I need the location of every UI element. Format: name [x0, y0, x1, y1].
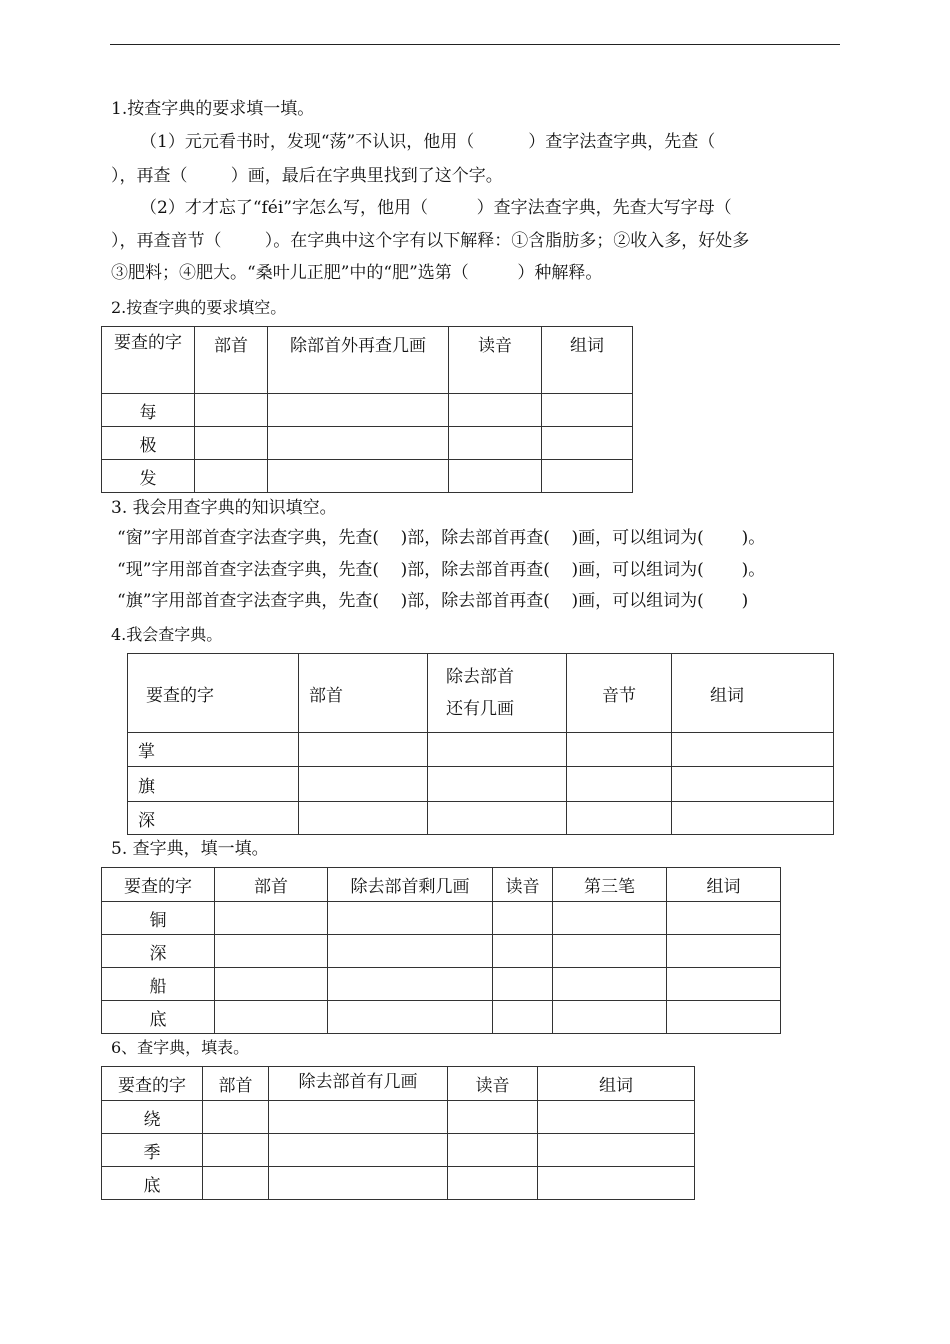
blank-cell[interactable]	[667, 935, 781, 968]
table-row	[102, 427, 633, 460]
blank-cell[interactable]	[493, 935, 553, 968]
blank-cell[interactable]	[428, 767, 567, 802]
table-row	[102, 1101, 695, 1134]
q1-title: 1.按查字典的要求填一填。	[111, 99, 315, 119]
q1-line-5: ③肥料；④肥大。“桑叶儿正肥”中的“肥”选第（ ）种解释。	[111, 263, 603, 283]
table-row	[128, 733, 834, 767]
table-row	[128, 767, 834, 802]
q5-char-cell: 底	[102, 1001, 215, 1034]
q2-header-char: 要查的字	[102, 327, 195, 394]
table-row	[102, 1001, 781, 1034]
table-row	[128, 802, 834, 835]
q5-char-cell: 铜	[102, 902, 215, 935]
table-row	[102, 935, 781, 968]
q2-table	[101, 326, 633, 493]
q5-header-words: 组词	[667, 868, 781, 902]
q2-char-cell: 每	[102, 394, 195, 427]
q6-char-cell: 绕	[102, 1101, 203, 1134]
table-row	[102, 1167, 695, 1200]
q5-char-cell: 深	[102, 935, 215, 968]
blank-cell[interactable]	[269, 1134, 448, 1167]
blank-cell[interactable]	[667, 968, 781, 1001]
q5-header-pronunciation: 读音	[493, 868, 553, 902]
header-rule	[110, 44, 840, 45]
q1-line-3: （2）才才忘了“féi”字怎么写，他用（ ）查字法查字典，先查大写字母（	[140, 198, 732, 218]
q3-line-2: “现”字用部首查字法查字典，先查( )部，除去部首再查( )画，可以组词为( )。	[117, 560, 766, 580]
blank-cell[interactable]	[448, 1134, 538, 1167]
q6-header-words: 组词	[538, 1067, 695, 1101]
blank-cell[interactable]	[203, 1134, 269, 1167]
q2-header-radical: 部首	[195, 327, 268, 394]
q3-line-3: “旗”字用部首查字法查字典，先查( )部，除去部首再查( )画，可以组词为( )	[117, 591, 749, 611]
blank-cell[interactable]	[195, 394, 268, 427]
q5-table	[101, 867, 781, 1034]
q1-line-1: （1）元元看书时，发现“荡”不认识，他用（ ）查字法查字典，先查（	[140, 132, 716, 152]
blank-cell[interactable]	[268, 427, 449, 460]
blank-cell[interactable]	[449, 427, 542, 460]
q4-char-cell: 掌	[128, 733, 299, 767]
blank-cell[interactable]	[448, 1101, 538, 1134]
q6-header-strokes: 除去部首有几画	[269, 1067, 448, 1101]
blank-cell[interactable]	[448, 1167, 538, 1200]
q2-char-cell: 极	[102, 427, 195, 460]
q6-char-cell: 季	[102, 1134, 203, 1167]
q2-char-cell: 发	[102, 460, 195, 493]
blank-cell[interactable]	[195, 460, 268, 493]
q4-header-words: 组词	[672, 654, 834, 733]
blank-cell[interactable]	[553, 1001, 667, 1034]
blank-cell[interactable]	[215, 968, 328, 1001]
blank-cell[interactable]	[538, 1134, 695, 1167]
q4-header-radical: 部首	[299, 654, 428, 733]
blank-cell[interactable]	[328, 1001, 493, 1034]
blank-cell[interactable]	[542, 394, 633, 427]
blank-cell[interactable]	[449, 460, 542, 493]
q4-char-cell: 深	[128, 802, 299, 835]
blank-cell[interactable]	[672, 802, 834, 835]
blank-cell[interactable]	[542, 427, 633, 460]
q6-header-pronunciation: 读音	[448, 1067, 538, 1101]
blank-cell[interactable]	[553, 968, 667, 1001]
blank-cell[interactable]	[215, 902, 328, 935]
q6-table	[101, 1066, 695, 1200]
blank-cell[interactable]	[328, 902, 493, 935]
blank-cell[interactable]	[268, 394, 449, 427]
blank-cell[interactable]	[553, 935, 667, 968]
blank-cell[interactable]	[299, 767, 428, 802]
q6-title: 6、查字典，填表。	[111, 1038, 250, 1057]
q4-header-strokes: 除去部首 还有几画	[428, 654, 567, 733]
q5-header-third-stroke: 第三笔	[553, 868, 667, 902]
blank-cell[interactable]	[449, 394, 542, 427]
q6-header-radical: 部首	[203, 1067, 269, 1101]
blank-cell[interactable]	[269, 1101, 448, 1134]
blank-cell[interactable]	[538, 1101, 695, 1134]
q6-header-char: 要查的字	[102, 1067, 203, 1101]
q5-header-radical: 部首	[215, 868, 328, 902]
q3-title: 3. 我会用查字典的知识填空。	[111, 498, 337, 518]
blank-cell[interactable]	[493, 968, 553, 1001]
q5-title: 5. 查字典，填一填。	[111, 839, 269, 859]
blank-cell[interactable]	[493, 902, 553, 935]
blank-cell[interactable]	[299, 802, 428, 835]
q4-title: 4.我会查字典。	[111, 625, 223, 644]
blank-cell[interactable]	[215, 935, 328, 968]
blank-cell[interactable]	[667, 902, 781, 935]
blank-cell[interactable]	[672, 733, 834, 767]
blank-cell[interactable]	[428, 733, 567, 767]
blank-cell[interactable]	[328, 935, 493, 968]
blank-cell[interactable]	[493, 1001, 553, 1034]
table-row	[102, 1134, 695, 1167]
q4-char-cell: 旗	[128, 767, 299, 802]
q1-line-2: ），再查（ ）画，最后在字典里找到了这个字。	[111, 166, 503, 186]
table-row	[102, 968, 781, 1001]
blank-cell[interactable]	[328, 968, 493, 1001]
q5-header-char: 要查的字	[102, 868, 215, 902]
blank-cell[interactable]	[299, 733, 428, 767]
blank-cell[interactable]	[667, 1001, 781, 1034]
q4-table	[127, 653, 834, 835]
blank-cell[interactable]	[567, 733, 672, 767]
q6-char-cell: 底	[102, 1167, 203, 1200]
q1-line-4: ），再查音节（ ）。在字典中这个字有以下解释：①含脂肪多；②收入多，好处多	[111, 231, 750, 251]
blank-cell[interactable]	[268, 460, 449, 493]
table-row	[102, 460, 633, 493]
blank-cell[interactable]	[672, 767, 834, 802]
q5-header-strokes: 除去部首剩几画	[328, 868, 493, 902]
blank-cell[interactable]	[203, 1167, 269, 1200]
blank-cell[interactable]	[269, 1167, 448, 1200]
table-row	[102, 394, 633, 427]
blank-cell[interactable]	[553, 902, 667, 935]
blank-cell[interactable]	[567, 767, 672, 802]
blank-cell[interactable]	[538, 1167, 695, 1200]
q2-title: 2.按查字典的要求填空。	[111, 298, 287, 317]
blank-cell[interactable]	[428, 802, 567, 835]
blank-cell[interactable]	[195, 427, 268, 460]
q2-header-pronunciation: 读音	[449, 327, 542, 394]
blank-cell[interactable]	[567, 802, 672, 835]
q4-header-syllable: 音节	[567, 654, 672, 733]
q2-header-words: 组词	[542, 327, 633, 394]
blank-cell[interactable]	[542, 460, 633, 493]
blank-cell[interactable]	[203, 1101, 269, 1134]
q4-header-char: 要查的字	[128, 654, 299, 733]
q5-char-cell: 船	[102, 968, 215, 1001]
table-row	[102, 902, 781, 935]
blank-cell[interactable]	[215, 1001, 328, 1034]
q3-line-1: “窗”字用部首查字法查字典，先查( )部，除去部首再查( )画，可以组词为( )。	[117, 528, 766, 548]
q2-header-strokes: 除部首外再查几画	[268, 327, 449, 394]
